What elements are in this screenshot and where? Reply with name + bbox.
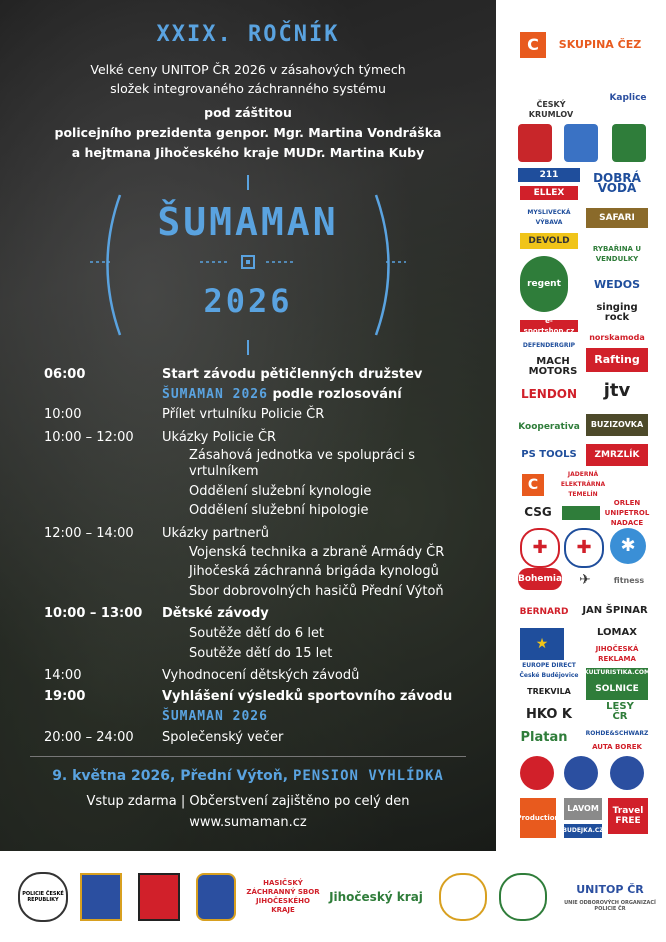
badge-icon xyxy=(520,756,554,790)
brand-inline: ŠUMAMAN 2026 xyxy=(162,709,268,724)
event-venue: PENSION VYHLÍDKA xyxy=(292,768,444,784)
sponsor-buzizovka: BUZIZOVKA xyxy=(586,414,648,436)
sponsor-kooperativa: Kooperativa xyxy=(518,422,580,432)
sponsor-kaplice: Kaplice xyxy=(609,93,647,103)
sponsor-bernard: BERNARD xyxy=(519,607,569,617)
sponsor-dobra-voda: DOBRÁ VODA xyxy=(593,171,641,195)
intro-line: policejního prezidenta genpor. Mgr. Martina Vondráška xyxy=(54,125,442,140)
sponsor-lendon: LENDON xyxy=(520,387,578,401)
sponsor-myslivecka: MYSLIVECKÁ VÝBAVA xyxy=(527,209,571,226)
brand-name: ŠUMAMAN xyxy=(157,200,339,244)
sponsor-jihocesky-kraj: Jihočeský kraj xyxy=(329,890,423,904)
sponsor-krumlov: ČESKÝ KRUMLOV xyxy=(528,100,574,119)
sponsor-fitness: fitness xyxy=(613,576,645,585)
sponsor-norskamoda: norskamoda xyxy=(589,333,645,342)
cez-logo-icon: C xyxy=(520,32,546,58)
badge-icon xyxy=(564,756,598,790)
intro-line: Velké ceny UNITOP ČR 2026 v zásahových týmech xyxy=(90,62,406,77)
schedule-desc: Společenský večer xyxy=(162,730,284,745)
sponsor-mach-motors: MACH MOTORS xyxy=(528,356,578,377)
crosshair-emblem xyxy=(80,170,416,360)
sponsor-production: Production xyxy=(520,798,556,838)
sponsor-temelin: JADERNÁ ELEKTRÁRNA TEMELÍN xyxy=(560,471,606,498)
sponsor-ellex: ELLEX xyxy=(520,186,578,200)
sponsor-211: 211 xyxy=(518,168,580,182)
sponsor-travel-free: Travel FREE xyxy=(608,798,648,834)
crest-icon xyxy=(80,871,122,923)
crest-icon xyxy=(138,871,180,923)
sponsor-unitop: UNITOP ČR xyxy=(576,882,644,896)
sponsor-pstools: PS TOOLS xyxy=(521,449,577,460)
sponsor-jtv: jtv xyxy=(603,380,631,401)
schedule-time: 20:00 – 24:00 xyxy=(44,730,134,745)
seal-icon xyxy=(498,871,548,923)
sponsor-hzs: HASIČSKÝ ZÁCHRANNÝ SBOR JIHOČESKÉHO KRAJE xyxy=(246,879,320,914)
sponsor-unitop-sub: UNIE ODBOROVÝCH ORGANIZACÍ POLICIE ČR xyxy=(564,899,656,912)
schedule-sub: Jihočeská záchranná brigáda kynologů xyxy=(189,564,439,579)
schedule-sub: Zásahová jednotka ve spolupráci s vrtulníkem xyxy=(189,448,416,479)
sponsor-devold: DEVOLD xyxy=(520,233,578,249)
event-date-place: 9. května 2026, Přední Výtoň, xyxy=(52,768,289,784)
schedule-desc: Dětské závody xyxy=(162,606,269,621)
sponsor-solnice: SOLNICE xyxy=(586,678,648,700)
schedule-sub: Oddělení služební hipologie xyxy=(189,503,369,518)
sponsor-hko: HKO K xyxy=(525,707,573,722)
schedule-time: 10:00 – 12:00 xyxy=(44,430,134,445)
sponsor-green-logo xyxy=(562,506,600,520)
seal-icon xyxy=(438,871,488,923)
intro-line: složek integrovaného záchranného systému xyxy=(110,81,386,96)
entry-info: Vstup zdarma | Občerstvení zajištěno po celý den xyxy=(86,794,410,809)
schedule-desc: Přílet vrtulníku Policie ČR xyxy=(162,407,325,422)
sponsor-europe-direct: EUROPE DIRECT České Budějovice xyxy=(519,662,579,679)
sponsor-csg: CSG xyxy=(524,505,552,519)
schedule-sub: Vojenská technika a zbraně Armády ČR xyxy=(189,545,445,560)
schedule-desc: Vyhlášení výsledků sportovního závodu xyxy=(162,689,453,704)
schedule-time: 12:00 – 14:00 xyxy=(44,526,134,541)
schedule-desc: Ukázky Policie ČR xyxy=(162,430,277,445)
sponsor-lesy-cr: LESY ČR xyxy=(606,701,634,722)
sponsor-cez: SKUPINA ČEZ xyxy=(558,38,642,51)
sponsor-bohemia: Bohemia xyxy=(518,568,562,590)
schedule-desc: Start závodu pětičlenných družstev xyxy=(162,367,423,382)
website-link[interactable]: www.sumaman.cz xyxy=(189,815,307,830)
schedule-time: 10:00 – 13:00 xyxy=(44,606,143,621)
animal-logo-icon: ✈ xyxy=(579,572,591,588)
schedule-desc-tail: podle rozlosování xyxy=(267,387,402,402)
schedule-time: 14:00 xyxy=(44,668,82,683)
schedule-time: 10:00 xyxy=(44,407,82,422)
sponsor-safari: SAFARI xyxy=(586,208,648,228)
edition-title: XXIX. ROČNÍK xyxy=(156,22,340,47)
divider xyxy=(30,756,466,757)
schedule-time: 06:00 xyxy=(44,367,86,382)
eu-flag-icon: ★ xyxy=(520,628,564,660)
schedule-sub: Soutěže dětí do 15 let xyxy=(189,646,333,661)
sponsor-orlen: ORLEN UNIPETROL NADACE xyxy=(604,499,650,527)
sponsor-singing-rock: singing rock xyxy=(596,302,638,323)
red-cross-icon: ✚ xyxy=(564,528,604,568)
schedule-desc: Vyhodnocení dětských závodů xyxy=(162,668,360,683)
red-cross-icon: ✚ xyxy=(520,528,560,568)
sponsor-esportshop: e-sportshop.cz xyxy=(520,320,578,332)
sponsor-column xyxy=(512,28,652,843)
schedule-time: 19:00 xyxy=(44,689,86,704)
sponsor-lomax: LOMAX xyxy=(597,627,637,638)
sponsor-rohde-schwarz: ROHDE&SCHWARZ xyxy=(585,730,649,737)
sponsor-budejka: BUDEJKA.CZ xyxy=(564,824,602,838)
sponsor-regent: regent xyxy=(520,256,568,312)
sponsor-policie: POLICIE ČESKÉ REPUBLIKY xyxy=(18,872,68,922)
sponsor-rybarina: RYBAŘINA U VENDULKY xyxy=(592,245,642,263)
crest-icon xyxy=(518,124,552,162)
star-of-life-icon: ✱ xyxy=(610,528,646,564)
schedule-sub: Soutěže dětí do 6 let xyxy=(189,626,325,641)
sponsor-platan: Platan xyxy=(520,730,568,745)
crest-icon xyxy=(612,124,646,162)
schedule-sub: Oddělení služební kynologie xyxy=(189,484,372,499)
schedule-desc: Ukázky partnerů xyxy=(162,526,269,541)
sponsor-jan-spinar: JAN ŠPINAR xyxy=(582,605,648,616)
sponsor-rafting: Rafting xyxy=(586,348,648,372)
sponsor-zmrzlik: ZMRZLÍK xyxy=(586,444,648,466)
badge-icon xyxy=(610,756,644,790)
sponsor-kulturistika: KULTURISTIKA.COM xyxy=(584,669,650,676)
brand-year: 2026 xyxy=(203,282,293,320)
sponsor-defendergrip: DEFENDERGRIP xyxy=(522,342,576,349)
sponsor-jihoceska-reklama: JIHOČESKÁ REKLAMA xyxy=(595,645,639,663)
cez-logo-icon: C xyxy=(522,474,544,496)
schedule-sub: Sbor dobrovolných hasičů Přední Výtoň xyxy=(189,584,444,599)
sponsor-trekvila: TREKVILA xyxy=(527,687,571,696)
sponsor-lavom: LAVOM xyxy=(564,798,602,820)
sponsor-wedos: WEDOS xyxy=(593,278,641,291)
crest-icon xyxy=(564,124,598,162)
brand-inline: ŠUMAMAN 2026 xyxy=(162,387,268,402)
sponsor-auta-borek: AUTA BOREK xyxy=(592,743,642,751)
event-place xyxy=(0,768,496,784)
intro-line: a hejtmana Jihočeského kraje MUDr. Martina Kuby xyxy=(71,145,425,160)
intro-line: pod záštitou xyxy=(204,105,292,120)
crest-icon xyxy=(196,871,236,923)
bottom-logo-strip xyxy=(0,851,666,942)
